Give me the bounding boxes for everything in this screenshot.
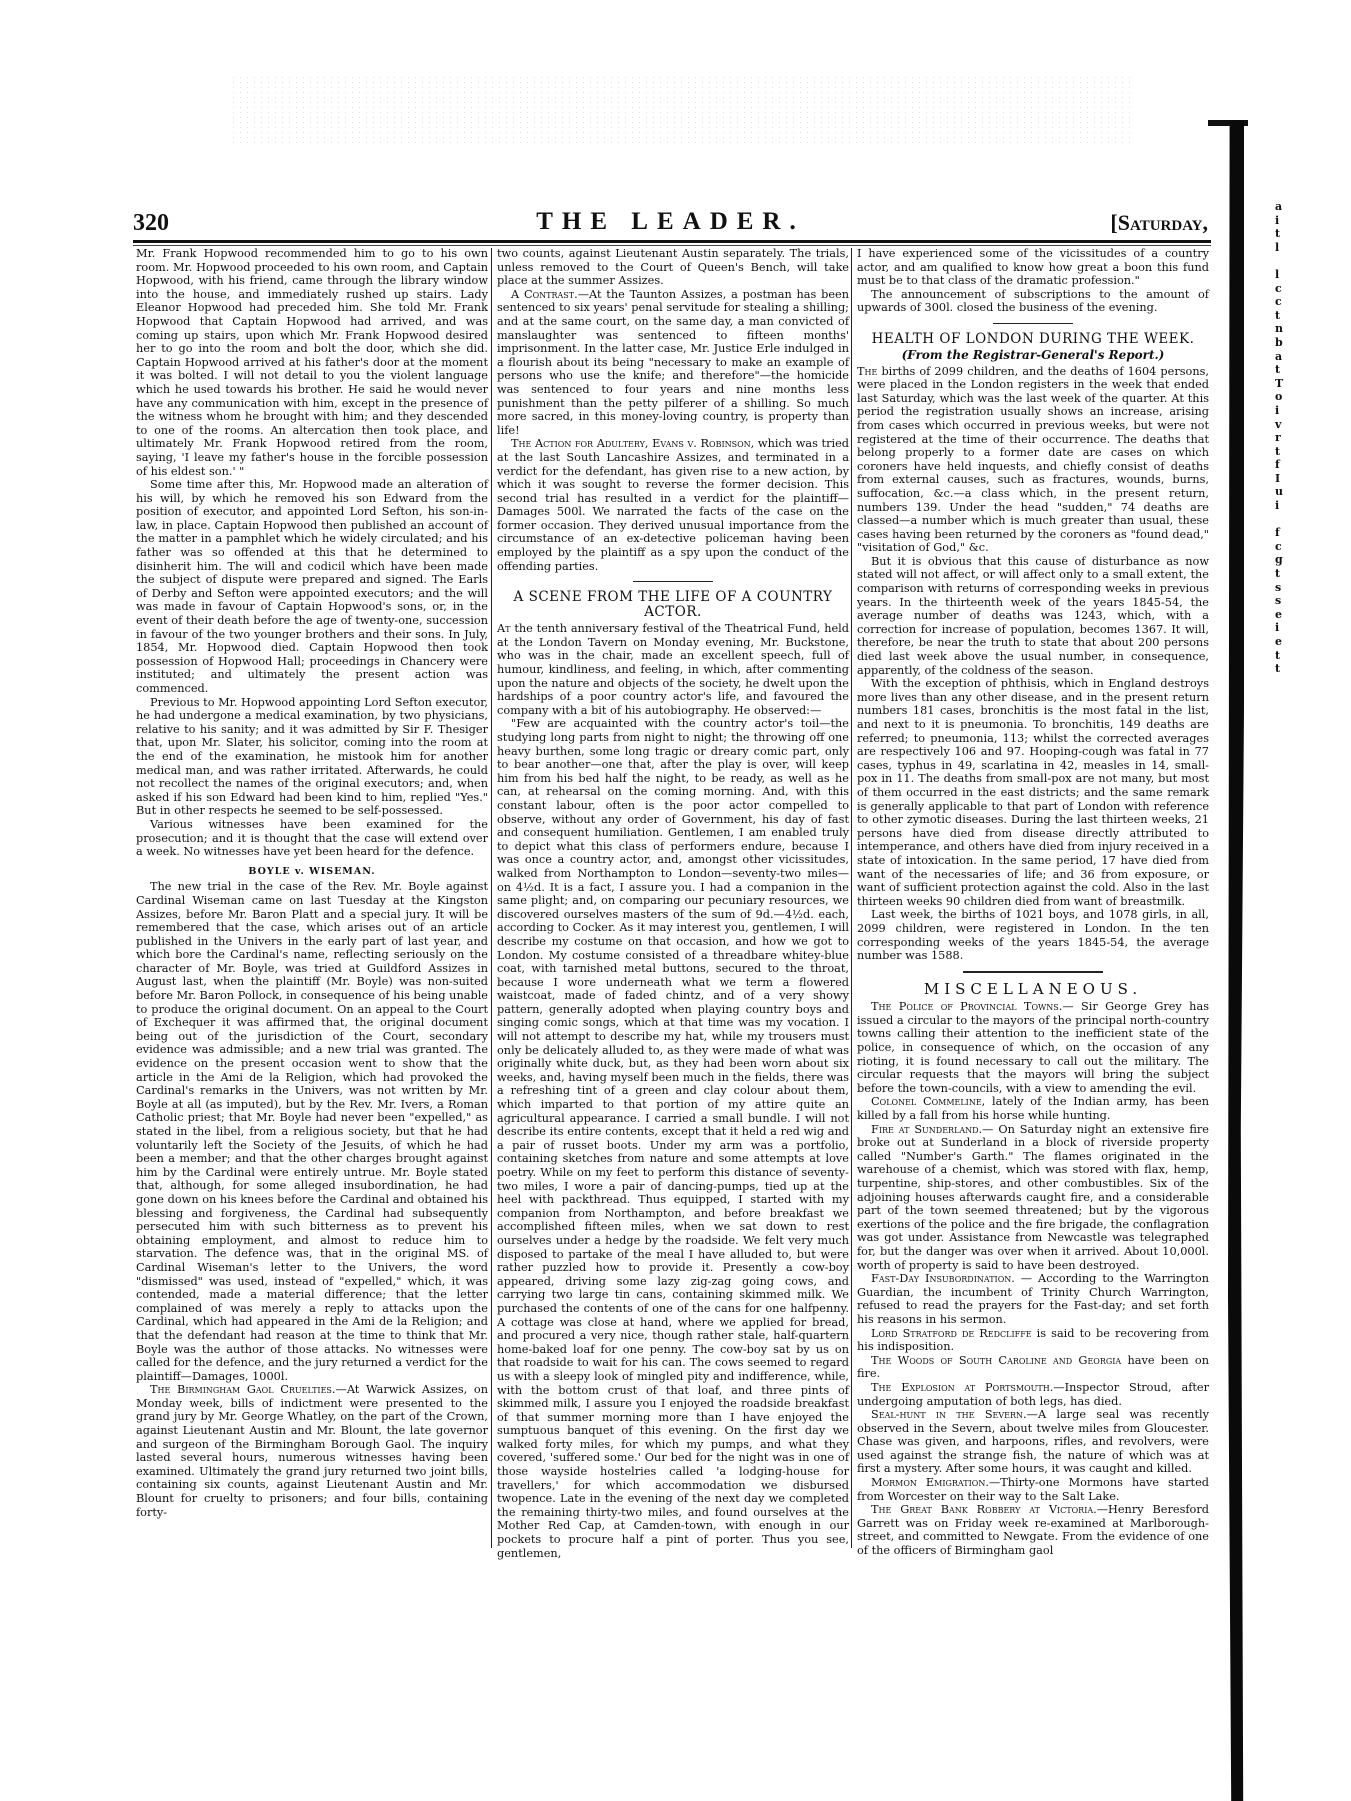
paragraph: Previous to Mr. Hopwood appointing Lord Sefton executor, he had undergone a medical examination, by two physicians, relative to his sanity; and it was admitted by Sir F. Thesiger that, upon Mr. Slater, his solicitor, coming into the room at the end of the examination, he mistook him for another medical man, and was rather irritated. Afterwards, he could not recollect the names of the original executors; and, when asked if his son Edward had been kind to him, replied "Yes." But in other respects he seemed to be self-possessed. (136, 695, 488, 818)
item-lead: The Action for Adultery, Evans v. Robinson, (511, 437, 755, 451)
item-text: — Sir George Grey has issued a circular to the mayors of the principal north-country towns calling their attention to the inefficient state of the police, in consequence of which, on the occasion of any rioting, it is found necessary to call out the military. The circular requests that the mayors will bring the subject before the town-councils, with a view to amending the evil. (857, 1000, 1209, 1095)
item-lead: The Great Bank Robbery at Victoria. (871, 1503, 1097, 1517)
paragraph: two counts, against Lieutenant Austin separately. The trials, unless removed to the Court of Queen's Bench, will take place at the summer Assizes. (497, 247, 849, 288)
item-text: which was tried at the last South Lancashire Assizes, and terminated in a verdict for the defendant, has given rise to a new action, by which it was sought to reverse the former decision. This second trial has resulted in a verdict for the plaintiff—Damages 500l. We narrated the facts of the case on the former occasion. They derived unusual importance from the circumstance of an ex-detective policeman having been employed by the plaintiff as a spy upon the conduct of the offending parties. (497, 437, 850, 573)
section-subheading: BOYLE v. WISEMAN. (248, 865, 376, 877)
paragraph: I have experienced some of the vicissitudes of a country actor, and am qualified to know how great a boon this fund must be to that class of the dramatic profession." (857, 247, 1209, 288)
item-text: the tenth anniversary festival of the Theatrical Fund, held at the London Tavern on Monday evening, Mr. Buckstone, who was in the chair, made an excellent speech, full of humour, kindliness, and feeling, in which, after commenting upon the nature and objects of the society, he dwelt upon the hardships of a poor country actor's life, and favoured the company with a bit of his autobiography. He observed:— (497, 622, 850, 717)
item-text: lately of the Indian army, has been killed by a fall from his horse while hunting. (857, 1095, 1209, 1123)
paragraph: Mr. Frank Hopwood recommended him to go to his own room. Mr. Hopwood proceeded to his own room, and Captain Hopwood, with his friend, came through the library window into the house, and immediately rushed up stairs. Lady Eleanor Hopwood had preceded him. She told Mr. Frank Hopwood that Captain Hopwood had arrived, and was coming up stairs, upon which Mr. Frank Hopwood desired her to go into the room and bolt the door, which she did. Captain Hopwood arrived at his father's door at the moment it was bolted. I will not detail to you the violent language which he used towards his brother. He said he would never have any communication with him, except in the presence of the witness whom he brought with him; and they descended to one of the rooms. An altercation then took place, and ultimately Mr. Frank Hopwood retired from the room, saying, 'I leave my father's house in the forcible possession of his eldest son.' " (136, 247, 488, 478)
item-lead: The Explosion at Portsmouth. (871, 1380, 1054, 1394)
item-text: —Henry Beresford Garrett was on Friday week re-examined at Marlborough-street, and committed to Newgate. From the evidence of one of the officers of Birmingham gaol (857, 1503, 1209, 1558)
item-text: —A large seal was recently observed in the Severn, about twelve miles from Gloucester. Chase was given, and harpoons, rifles, and revolvers, were used against the strange fish, the nature of which was at first a mystery. After some hours, it was caught and killed. (857, 1408, 1209, 1476)
column-divider (491, 248, 492, 1548)
news-item (857, 1408, 1209, 1476)
fragment-glyph: v (1275, 417, 1282, 431)
separator (633, 581, 713, 582)
fragment-glyph (1275, 513, 1285, 527)
masthead-rule-thin (133, 245, 1211, 246)
item-text: —At the Taunton Assizes, a postman has been sentenced to six years' penal servitude for stealing a shilling; and at the same court, on the same day, a man convicted of manslaughter was sentenced to fifteen months' imprisonment. In the latter case, Mr. Justice Erle indulged in a flourish about its being "necessary to make an example of persons who use the knife; and therefore"—the homicide was sentenced to four years and nine months less punishment than the petty pilferer of a shilling. So much more sacred, in this money-loving country, is property than life! (497, 287, 849, 437)
newspaper-title: THE LEADER. (536, 208, 805, 235)
fragment-glyph: t (1275, 444, 1281, 458)
fragment-glyph: t (1275, 648, 1281, 662)
news-item (857, 1503, 1209, 1557)
item-text: —Inspector Stroud, after undergoing amputation of both legs, has died. (857, 1380, 1210, 1408)
article-subheading: (From the Registrar-General's Report.) (901, 347, 1165, 362)
news-item (857, 1000, 1209, 1095)
item-lead: Fast-Day Insubordination. (871, 1272, 1015, 1286)
masthead-rule (133, 240, 1211, 243)
page-gutter-shadow (1228, 120, 1244, 1801)
fragment-glyph: i (1275, 621, 1280, 635)
item-lead: Lord Stratford de Redcliffe (871, 1326, 1032, 1340)
item-text: —Thirty-one Mormons have started from Worcester on their way to the Salt Lake. (857, 1476, 1209, 1503)
item-lead: The Woods of South Caroline and Georgia (871, 1353, 1122, 1367)
drop-lead: The (857, 364, 878, 378)
item-lead: A Contrast. (511, 287, 578, 301)
item-lead: Seal-hunt in the Severn. (871, 1408, 1027, 1422)
fragment-glyph: o (1275, 390, 1283, 404)
news-item (857, 1095, 1209, 1122)
masthead (133, 208, 1208, 238)
separator (993, 323, 1073, 324)
news-item (857, 1354, 1209, 1381)
fragment-glyph: s (1275, 594, 1282, 608)
fragment-glyph: n (1275, 322, 1283, 336)
fragment-glyph: a (1275, 349, 1283, 363)
fragment-glyph: b (1275, 335, 1283, 349)
fragment-glyph: s (1275, 580, 1282, 594)
fragment-glyph: t (1275, 227, 1281, 241)
paragraph (857, 365, 1209, 555)
fragment-glyph: f (1275, 458, 1280, 472)
fragment-glyph: l (1275, 240, 1280, 254)
fragment-glyph: g (1275, 553, 1283, 567)
fragment-glyph: e (1275, 635, 1282, 648)
fragment-glyph: i (1275, 499, 1280, 513)
column-1 (136, 247, 488, 1519)
news-item (857, 1381, 1209, 1408)
paragraph: But it is obvious that this cause of disturbance as now stated will not affect, or will affect only to a small extent, the comparison with returns of corresponding weeks in previous years. In the thirteenth week of the years 1845-54, the average number of deaths was 1243, which, with a correction for increase of population, becomes 1367. It will, therefore, be near the truth to state that about 200 persons died last week above the usual number, in consequence, apparently, of the coldness of the season. (857, 554, 1209, 677)
page-number: 320 (133, 210, 169, 236)
fragment-glyph: f (1275, 526, 1280, 540)
scan-noise (230, 75, 1130, 145)
quotation: "Few are acquainted with the country actor's toil—the studying long parts from night to night; the throwing off one heavy burthen, some long tragic or dreary comic part, only to bear another—one that, after the play is over, will keep him from his bed half the night, to be ready, as well as he can, at rehearsal on the coming morning. And, with this constant labour, often is the poor actor compelled to observe, without any order of Government, his day of fast and consequent humiliation. Gentlemen, I am enabled truly to depict what this class of performers endure, because I was once a country actor, and, amongst other vicissitudes, walked from Northampton to London—seventy-two miles—on 4½d. It is a fact, I assure you. I had a companion in the same plight; and, on comparing our pecuniary resources, we discovered ourselves masters of the sum of 9d.—4½d. each, according to Cocker. As it may interest you, gentlemen, I will describe my costume on that occasion, and how we got to London. My costume consisted of a threadbare whitey-blue coat, with tarnished metal buttons, secured to the throat, because I wore underneath what we term a flowered waistcoat, made of faded chintz, and of a very showy pattern, generally adopted when playing country boys and singing comic songs, which at that time was my vocation. I will not attempt to describe my hat, while my trousers must only be delicately alluded to, as they were made of what was originally white duck, but, as they had been worn about six weeks, and, having myself been much in the fields, there was a refreshing tint of a green and clay colour about them, which imparted to that portion of my attire quite an agricultural appearance. I carried a small bundle. I will not describe its entire contents, except that it held a red wig and a pair of russet boots. Under my arm was a portfolio, containing sketches from nature and some attempts at love poetry. While on my feet to perform this distance of seventy-two miles, I wore a pair of dancing-pumps, tied up at the heel with packthread. Thus equipped, I started with my companion from Northampton, and before breakfast we accomplished fifteen miles, when we sat down to rest ourselves under a hedge by the roadside. We felt very much disposed to partake of the meal I have alluded to, but were rather puzzled how to provide it. Presently a cow-boy appeared, driving some lazy zig-zag going cows, and carrying two large tin cans, containing skimmed milk. We purchased the contents of one of the cans for one halfpenny. A cottage was close at hand, where we applied for bread, and procured a very nice, though rather stale, half-quartern home-baked loaf for one penny. The cow-boy sat by us on that roadside to wait for his can. The cows seemed to regard us with a sleepy look of mingled pity and indifference, while, with the bottom crust of that loaf, and three pints of skimmed milk, I assure you I enjoyed the roadside breakfast of that summer morning more than I have enjoyed the sumptuous banquet of this evening. On the first day we walked forty miles, for which my pumps, and what they covered, 'suffered some.' Our bed for the night was in one of those wayside hostelries called 'a lodging-house for travellers,' for which accommodation we disbursed twopence. Late in the evening of the next day we completed the remaining thirty-two miles, and found ourselves at the Mother Red Cap, at Camden-town, with enough in our pockets to procure half a pint of porter. Thus you see, gentlemen, (497, 717, 850, 1560)
fragment-glyph: l (1275, 267, 1280, 281)
item-lead: The Birmingham Gaol Cruelties. (150, 1383, 336, 1397)
paragraph: Various witnesses have been examined for the prosecution; and it is thought that the case will extend over a week. No witnesses have yet been heard for the defence. (136, 817, 488, 859)
fragment-glyph: t (1275, 567, 1281, 581)
fragment-glyph: c (1275, 295, 1282, 309)
paragraph: The announcement of subscriptions to the amount of upwards of 300l. closed the business of the evening. (857, 287, 1209, 315)
column-divider (851, 248, 852, 1548)
fragment-glyph (1275, 254, 1285, 268)
fragment-glyph: u (1275, 485, 1283, 499)
article-heading: MISCELLANEOUS. (923, 979, 1143, 998)
fragment-glyph: i (1275, 403, 1280, 417)
news-item (857, 1272, 1209, 1326)
fragment-glyph: c (1275, 281, 1282, 295)
separator (963, 971, 1103, 973)
fragment-glyph: r (1275, 431, 1281, 445)
item-lead: Colonel Commeline, (871, 1095, 986, 1109)
drop-lead: At (497, 622, 511, 636)
dateline: [Saturday, (1110, 210, 1208, 235)
news-item (497, 288, 849, 438)
fragment-glyph: a (1275, 200, 1283, 213)
article-heading: HEALTH OF LONDON DURING THE WEEK. (871, 330, 1195, 347)
item-lead: The Police of Provincial Towns. (871, 1000, 1063, 1014)
paragraph: Last week, the births of 1021 boys, and 1078 girls, in all, 2099 children, were registered in London. In the ten corresponding weeks of the years 1845-54, the average number was 1588. (857, 908, 1209, 963)
item-text: — According to the Warrington Guardian, the incumbent of Trinity Church Warrington, refused to read the prayers for the Fast-day; and set forth his reasons in his sermon. (857, 1272, 1209, 1326)
item-text: have been on fire. (857, 1353, 1209, 1381)
fragment-glyph: t (1275, 308, 1281, 322)
column-3 (857, 247, 1209, 1558)
item-text: births of 2099 children, and the deaths of 1604 persons, were placed in the London registers in the week that ended last Saturday, which was the last week of the quarter. At this period the registration usually shows an increase, arising from cases which occurred in previous weeks, but were not registered at the time of their occurrence. The deaths that belong properly to a former date are cases on which coroners have held inquests, and chiefly consist of deaths from external causes, such as fractures, wounds, burns, suffocation, &c.—a class which, in the present return, numbers 139. Under the head "sudden," 74 deaths are classed—a number which is much greater than usual, these cases having been returned by the coroners as "found dead," "visitation of God," &c. (857, 364, 1209, 555)
fragment-glyph: c (1275, 539, 1282, 553)
paragraph (497, 622, 849, 717)
fragment-glyph: t (1275, 662, 1281, 676)
paragraph: Some time after this, Mr. Hopwood made an alteration of his will, by which he removed his son Edward from the position of executor, and appointed Lord Sefton, his son-in-law, in place. Captain Hopwood then published an account of the matter in a pamphlet which he widely circulated; and his father was so offended at this that he determined to disinherit him. The will and codicil which have been made the subject of dispute were prepared and signed. The Earls of Derby and Sefton were appointed executors; and the will was made in favour of Captain Hopwood's sons, or, in the event of their death before the age of twenty-one, succession in favour of the two younger brothers and their sons. In July, 1854, Mr. Hopwood died. Captain Hopwood then took possession of Hopwood Hall; proceedings in Chancery were instituted; and ultimately the present action was commenced. (136, 478, 488, 695)
news-item (857, 1327, 1209, 1354)
item-text: — On Saturday night an extensive fire broke out at Sunderland in a block of riverside property called "Number's Garth." The flames originated in the warehouse of a chemist, which was stored with flax, hemp, turpentine, ship-stores, and other combustibles. Six of the adjoining houses afterwards caught fire, and a considerable part of the town seemed threatened; but by the vigorous exertions of the police and the fire brigade, the conflagration was got under. Assistance from Newcastle was telegraphed for, but the danger was over when it arrived. About 10,000l. worth of property is said to have been destroyed. (857, 1122, 1209, 1272)
column-2 (497, 247, 849, 1560)
item-text: —At Warwick Assizes, on Monday week, bills of indictment were presented to the grand jury by Mr. George Whatley, on the part of the Crown, against Lieutenant Austin and Mr. Blount, the late governor and surgeon of the Birmingham Borough Gaol. The inquiry lasted several hours, numerous witnesses having been examined. Ultimately the grand jury returned two joint bills, containing six counts, against Lieutenant Austin and Mr. Blount for cruelty to prisoners; and four bills, containing forty- (136, 1383, 488, 1519)
paragraph: With the exception of phthisis, which in England destroys more lives than any other disease, and in the present return numbers 181 cases, bronchitis is the most fatal in the list, and next to it is pneumonia. To bronchitis, 149 deaths are referred; to pneumonia, 113; whilst the corrected averages are respectively 106 and 97. Hooping-cough was fatal in 77 cases, typhus in 49, scarlatina in 42, measles in 14, small-pox in 11. The deaths from small-pox are not many, but most of them occurred in the east districts; and the same remark is generally applicable to that part of London with reference to other zymotic diseases. During the last thirteen weeks, 21 persons have died from disease directly attributed to intemperance, and others have died from injury received in a state of intoxication. In the same period, 17 have died from want of the necessaries of life; and 36 from exposure, or want of sufficient protection against the cold. Also in the last thirteen weeks 90 children died from want of breastmilk. (857, 677, 1209, 908)
item-lead: Mormon Emigration. (871, 1476, 989, 1490)
fragment-glyph: t (1275, 363, 1281, 377)
fragment-glyph: e (1275, 607, 1282, 621)
item-lead: Fire at Sunderland. (871, 1122, 983, 1136)
item-text: is said to be recovering from his indisposition. (857, 1326, 1209, 1354)
fragment-glyph: i (1275, 213, 1280, 227)
paragraph: The new trial in the case of the Rev. Mr. Boyle against Cardinal Wiseman came on last Tuesday at the Kingston Assizes, before Mr. Baron Platt and a special jury. It will be remembered that the case, which arises out of an article published in the Univers in the early part of last year, and which bore the Cardinal's name, reflecting seriously on the character of Mr. Boyle, was tried at Guildford Assizes in August last, when the plaintiff (Mr. Boyle) was non-suited before Mr. Baron Pollock, in consequence of his being unable to produce the original document. On an appeal to the Court of Exchequer it was affirmed that, the original document being out of the jurisdiction of the Court, secondary evidence was admissible; and a new trial was granted. The evidence on the present occasion went to show that the article in the Ami de la Religion, which had provoked the Cardinal's remarks in the Univers, was not written by Mr. Boyle at all (as imputed), but by the Rev. Mr. Ivers, a Roman Catholic priest; that Mr. Boyle had never been "expelled," as stated in the libel, from a religious society, but that he had voluntarily left the Society of the Jesuits, of which he had been a member; and that the other charges brought against him by the Cardinal were entirely untrue. Mr. Boyle stated that, although, for some alleged insubordination, he had gone down on his knees before the Cardinal and obtained his blessing and forgiveness, the Cardinal had subsequently persecuted him with such bitterness as to prevent his obtaining employment, and almost to reduce him to starvation. The defence was, that in the original MS. of Cardinal Wiseman's letter to the Univers, the word "dismissed" was used, instead of "expelled," which, it was contended, made a material difference; that the letter complained of was merely a reply to attacks upon the Cardinal, which had appeared in the Ami de la Religion; and that the defendant had reason at the time to think that Mr. Boyle was the author of those attacks. No witnesses were called for the defence, and the jury returned a verdict for the plaintiff—Damages, 1000l. (136, 880, 488, 1383)
fragment-glyph: T (1275, 376, 1284, 390)
news-item (857, 1476, 1209, 1503)
article-heading: A SCENE FROM THE LIFE OF A COUNTRY ACTOR. (513, 589, 833, 621)
news-item (497, 437, 849, 573)
adjacent-page-fragment (1275, 200, 1285, 676)
fragment-glyph: I (1275, 471, 1281, 485)
news-item (857, 1123, 1209, 1273)
news-item (136, 1383, 488, 1519)
